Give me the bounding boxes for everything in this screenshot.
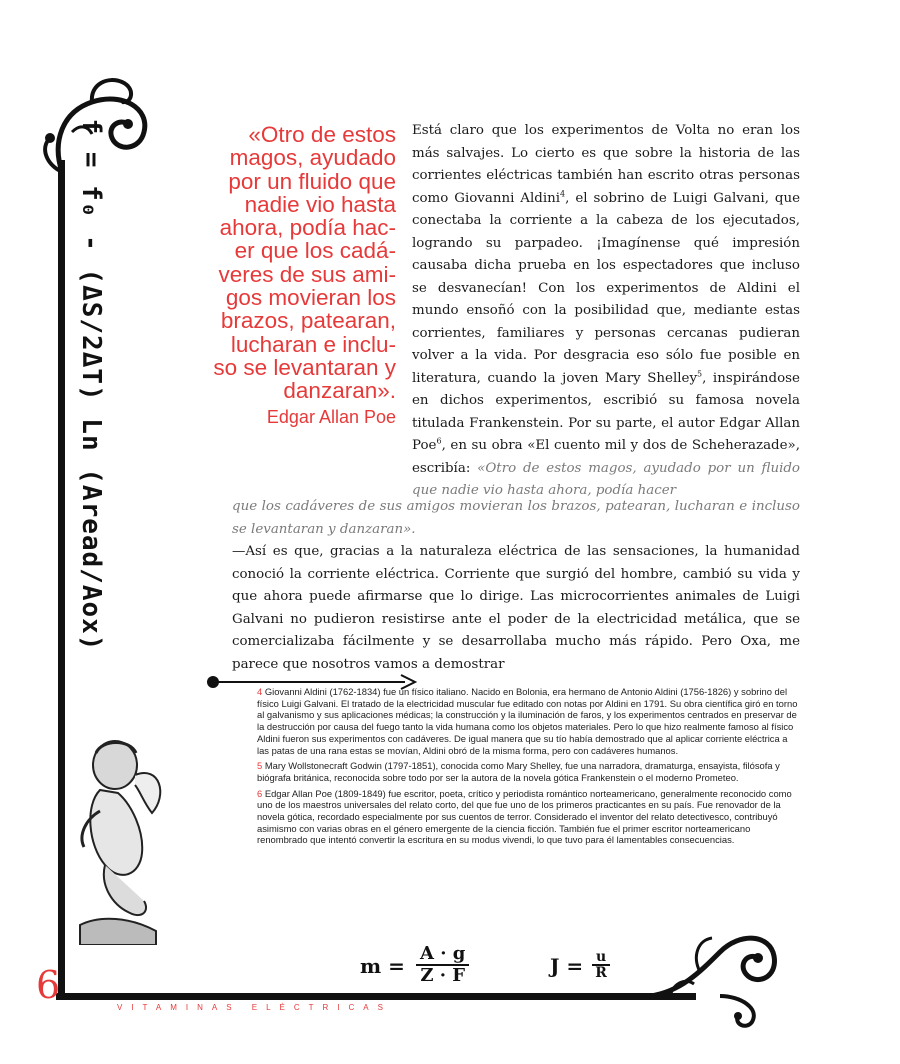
formula-j-lhs: J = [550, 954, 584, 978]
footnote [257, 686, 802, 756]
footnote-ref: 4 [560, 189, 566, 199]
pull-quote [172, 123, 396, 429]
formula-m-denominator: Z · F [420, 965, 466, 986]
footnote [257, 760, 802, 783]
footnote-text: Edgar Allan Poe (1809-1849) fue escritor, poeta, crítico y periodista romántico norteamericano, generalmente reconocido como uno de los maestros universales del relato corto, del que fue uno de los primeros practicantes en su país. Fue renovador de la novela gótica, recordado especialmente por sus cuentos de terror. Considerado el inventor del relato detectivesco, contribuyó asimismo con varias obras en el género emergente de la ciencia ficción. También fue el primer escritor norteamericano renombrado que intentó convertir la escritura en su modus vivendi, lo que tuvo para él lamentables consecuencias. [257, 787, 792, 846]
pull-quote-line: er que los cadá- [234, 238, 396, 264]
pull-quote-line: «Otro de estos [248, 122, 396, 147]
formula-j-fraction [592, 950, 610, 980]
footnote [257, 788, 802, 847]
body-text: , en su obra «El cuento mil y dos de Scheherazade», escribía: [412, 438, 800, 476]
formula-m-fraction [416, 944, 469, 986]
footnote-ref: 5 [697, 369, 703, 379]
inline-quote: «Otro de estos magos, ayudado por un fluido que nadie vio hasta ahora, podía hacer [412, 460, 800, 498]
pull-quote-line: ahora, podía hac- [219, 215, 396, 241]
footnote-number: 5 [257, 760, 263, 772]
pull-quote-line: magos, ayudado [229, 145, 396, 171]
vertical-formula: f = f₀ - (ΔS/2ΔT) Ln (Aread/Aox) [76, 118, 106, 652]
footnote-text: Mary Wollstonecraft Godwin (1797-1851), conocida como Mary Shelley, fue una narradora, dramaturga, ensayista, filósofa y biógrafa británica, reconocida sobre todo por ser la autora de la novela gótica Frankenstein o el moderno Prometeo. [257, 760, 780, 783]
formula-j-numerator: u [592, 950, 610, 966]
pull-quote-line: danzaran». [283, 378, 396, 404]
pull-quote-line: lucharan e inclu- [230, 331, 396, 357]
footnote-ref: 6 [436, 436, 442, 446]
footnote-number: 6 [257, 787, 263, 799]
body-text: , inspirándose en dichos experimentos, escribió su famosa novela titulada Frankenstein. Por su parte, el autor Edgar Allan Poe [412, 370, 800, 453]
formula-m-numerator: A · g [416, 944, 469, 966]
page-number: 6 [36, 963, 61, 1007]
pull-quote-line: gos movieran los [225, 285, 396, 311]
pull-quote-line: so se levantaran y [213, 354, 396, 380]
formula-m-lhs: m = [360, 954, 405, 978]
bottom-scroll-ornament [640, 912, 790, 1032]
body-text: , el sobrino de Luigi Galvani, que conectaba la corriente a la cabeza de los ejecutados, logrando su parpadeo. ¡Imagínense qué impresión causaba dicha prueba en los espectadores que incluso se desvanecían! Con los experimentos de Aldini el mundo ensoñó con la posibilidad que, mediante estas corrientes, familiares y personas cercanas pudieran volver a la vida. Por desgracia eso sólo fue posible en literatura, cuando la joven Mary Shelley [412, 190, 801, 386]
pull-quote-author: Edgar Allan Poe [266, 406, 396, 427]
body-text: Está claro que los experimentos de Volta no eran los más salvajes. Lo cierto es que sobre la historia de las corrientes eléctricas también han escrito otras personas como Giovanni Aldini [412, 123, 800, 206]
formula-j-denominator: R [595, 965, 607, 981]
running-title: VITAMINAS ELÉCTRICAS [117, 1003, 392, 1012]
frame-bottom-rule [56, 993, 696, 1000]
cherub-ornament [60, 735, 170, 945]
bottom-formulas [360, 944, 660, 984]
pull-quote-line: nadie vio hasta [244, 191, 396, 217]
footnote-number: 4 [257, 686, 263, 697]
inline-quote: que los cadáveres de sus amigos movieran los brazos, patearan, lucharan e incluso se levantaran y danzaran». [232, 499, 800, 537]
body-text-full [232, 496, 800, 676]
pull-quote-line: veres de sus ami- [218, 261, 396, 287]
footnotes [257, 686, 802, 850]
footnote-text: Giovanni Aldini (1762-1834) fue un físico italiano. Nacido en Bolonia, era hermano de Antonio Aldini (1756-1826) y sobrino del físico Luigi Galvani. El tratado de la electricidad muscular fue editado con notas por Aldini en 1791. Su obra científica giró en torno al galvanismo y sus aplicaciones médicas; la construcción y la iluminación de faros, y los experimentos centrados en preservar de la destrucción por causa del fuego tanto la vida humana como los objetos materiales. Pero lo que hizo realmente famoso al físico Aldini fueron sus experimentos con cadáveres. De igual manera que su tío había demostrado que al aplicar corriente eléctrica a las patas de una rana estas se movían, Aldini obró de la misma forma, pero con cadáveres humanos. [257, 686, 798, 756]
pull-quote-line: por un fluido que [228, 168, 396, 194]
pull-quote-line: brazos, patearan, [220, 308, 396, 334]
body-paragraph: —Así es que, gracias a la naturaleza eléctrica de las sensaciones, la humanidad conoció la corriente eléctrica. Corriente que surgió del hombre, cambió su vida y que ahora puede afirmarse que lo dirige. Las microcorrientes animales de Luigi Galvani no pudieron resistirse ante el poder de la electricidad metálica, que se comercializaba fácilmente y se desarrollaba mucho más rápido. Pero Oxa, me parece que nosotros vamos a demostrar [232, 544, 800, 672]
body-text-column [412, 120, 800, 503]
